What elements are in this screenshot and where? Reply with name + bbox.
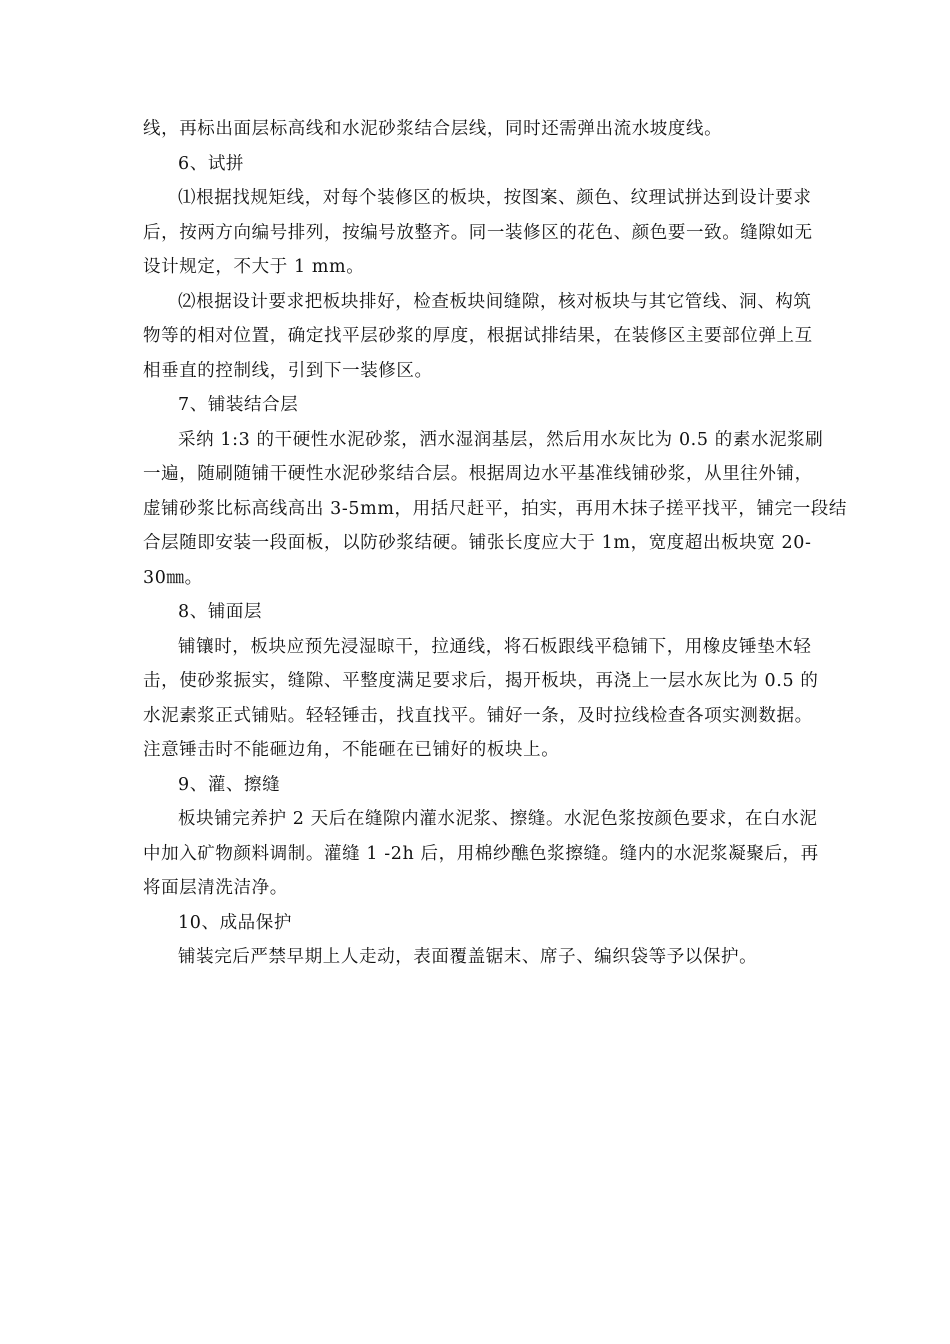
- paragraph-7: [143, 423, 848, 596]
- text-line: 设计规定，不大于 1 mm。: [143, 257, 365, 277]
- text-line: 水泥素浆正式铺贴。轻轻锤击，找直找平。铺好一条，及时拉线检查各项实测数据。: [143, 705, 813, 726]
- text-line: 相垂直的控制线，引到下一装修区。: [143, 360, 433, 381]
- text-line: 虚铺砂浆比标高线高出 3-5mm，用括尺赶平，拍实，再用木抹子搓平找平，铺完一段结: [143, 498, 848, 519]
- text-line: 注意锤击时不能砸边角，不能砸在已铺好的板块上。: [143, 740, 560, 760]
- heading-text: 8、铺面层: [178, 602, 263, 622]
- paragraph-intro: [143, 112, 833, 147]
- text-line: 采纳 1:3 的干硬性水泥砂浆，洒水湿润基层，然后用水灰比为 0.5 的素水泥浆刷: [178, 429, 824, 450]
- text-line: 将面层清洗洁净。: [143, 878, 288, 898]
- text-line: 铺镶时，板块应预先浸湿晾干，拉通线，将石板跟线平稳铺下，用橡皮锤垫木轻: [178, 636, 812, 657]
- text-line: 中加入矿物颜料调制。灌缝 1 -2h 后，用棉纱醮色浆擦缝。缝内的水泥浆凝聚后，再: [143, 843, 819, 864]
- paragraph-6-2: [143, 285, 833, 389]
- text-line: 物等的相对位置，确定找平层砂浆的厚度，根据试排结果，在装修区主要部位弹上互: [143, 326, 813, 346]
- section-heading-7: [143, 388, 833, 423]
- text-line: 铺装完后严禁早期上人走动，表面覆盖锯末、席子、编织袋等予以保护。: [178, 947, 758, 967]
- section-heading-8: [143, 595, 833, 630]
- paragraph-9: [143, 802, 833, 906]
- heading-text: 10、成品保护: [178, 912, 292, 933]
- text-line: ⑴根据找规矩线，对每个装修区的板块，按图案、颜色、纹理试拼达到设计要求: [178, 188, 812, 208]
- text-line: 击，使砂浆振实，缝隙、平整度满足要求后，揭开板块，再浇上一层水灰比为 0.5 的: [143, 671, 819, 691]
- document-page: [143, 112, 848, 975]
- paragraph-10: [143, 940, 833, 975]
- section-heading-6: [143, 147, 833, 182]
- section-heading-9: [143, 768, 833, 803]
- text-line: 一遍，随刷随铺干硬性水泥砂浆结合层。根据周边水平基准线铺砂浆，从里往外铺，: [143, 464, 813, 484]
- text-line: 线，再标出面层标高线和水泥砂浆结合层线，同时还需弹出流水坡度线。: [143, 119, 723, 139]
- paragraph-8: [143, 630, 833, 768]
- text-line: ⑵根据设计要求把板块排好，检查板块间缝隙，核对板块与其它管线、洞、构筑: [178, 291, 812, 312]
- section-heading-10: [143, 906, 833, 941]
- heading-text: 7、铺装结合层: [178, 395, 299, 415]
- text-line: 后，按两方向编号排列，按编号放整齐。同一装修区的花色、颜色要一致。缝隙如无: [143, 222, 813, 243]
- text-line: 30㎜。: [143, 567, 203, 588]
- paragraph-6-1: [143, 181, 833, 285]
- text-line: 板块铺完养护 2 天后在缝隙内灌水泥浆、擦缝。水泥色浆按颜色要求，在白水泥: [178, 809, 818, 829]
- text-line: 合层随即安装一段面板，以防砂浆结硬。铺张长度应大于 1m，宽度超出板块宽 20-: [143, 533, 812, 553]
- heading-text: 6、试拼: [178, 153, 245, 174]
- heading-text: 9、灌、擦缝: [178, 774, 281, 795]
